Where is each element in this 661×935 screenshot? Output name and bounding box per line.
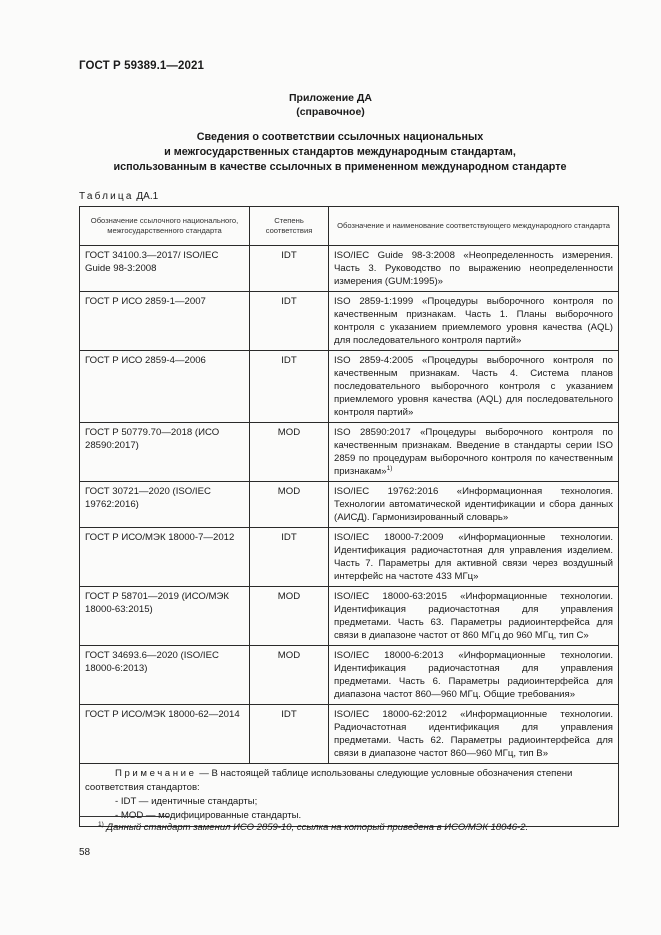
- note-item: - MOD — модифицированные стандарты.: [115, 810, 302, 821]
- header-international-standard: Обозначение и наименование соответствующего международного стандарта: [329, 207, 619, 246]
- cell-international: ISO/IEC 18000-7:2009 «Информационные технологии. Идентификация радиочастотная для управления изделием. Часть 7. Параметры для активной связи через воздушный интерфейс на частоте 433 МГц»: [329, 528, 619, 587]
- footnote: [98, 822, 528, 833]
- cell-standard: ГОСТ 30721—2020 (ISO/IEC 19762:2016): [80, 482, 250, 528]
- table-row: [80, 423, 619, 482]
- table-row: [80, 482, 619, 528]
- table-header-row: [80, 207, 619, 246]
- cell-international: ISO 2859-1:1999 «Процедуры выборочного контроля по качественным признакам. Часть 1. Планы выборочного контроля с указанием приемлемого уровня качества (AQL) для последовательного контроля партий»: [329, 292, 619, 351]
- note-item: - IDT — идентичные стандарты;: [115, 796, 258, 807]
- note-text: — В настоящей таблице использованы следующие условные обозначения степени соответствия стандартов:: [85, 768, 573, 793]
- appendix-heading: [60, 130, 620, 175]
- cell-international: ISO/IEC Guide 98-3:2008 «Неопределенность измерения. Часть 3. Руководство по выражению неопределенности измерения (GUM:1995)»: [329, 246, 619, 292]
- cell-standard: ГОСТ Р ИСО/МЭК 18000-62—2014: [80, 705, 250, 764]
- cell-standard: ГОСТ Р ИСО 2859-4—2006: [80, 351, 250, 423]
- page-number: 58: [79, 847, 91, 858]
- table-row: [80, 705, 619, 764]
- cell-international: ISO/IEC 18000-63:2015 «Информационные технологии. Идентификация радиочастотная для управления предметами. Часть 63. Параметры радиоинтерфейса для связи в диапазоне частот от 860 МГц до 960 МГц, тип С»: [329, 587, 619, 646]
- table-row: [80, 587, 619, 646]
- cell-international: ISO/IEC 18000-62:2012 «Информационные технологии. Радиочастотная идентификация для управления предметами. Часть 62. Параметры радиоинтерфейса для связи в диапазоне частот 860—960 МГц, тип В»: [329, 705, 619, 764]
- cell-international: ISO/IEC 19762:2016 «Информационная технология. Технологии автоматической идентификации и сбора данных (АИСД). Гармонизированный словарь»: [329, 482, 619, 528]
- cell-standard: ГОСТ Р 58701—2019 (ИСО/МЭК 18000-63:2015): [80, 587, 250, 646]
- footnote-divider: [79, 816, 169, 817]
- table-caption: [79, 191, 158, 202]
- cell-degree: IDT: [250, 351, 329, 423]
- cell-standard: ГОСТ Р ИСО/МЭК 18000-7—2012: [80, 528, 250, 587]
- note-label: Примечание: [115, 768, 197, 779]
- table-row: [80, 292, 619, 351]
- table-row: [80, 246, 619, 292]
- table-note: [80, 764, 619, 827]
- table-row: [80, 351, 619, 423]
- cell-international: ISO 2859-4:2005 «Процедуры выборочного контроля по качественным признакам. Часть 4. Система планов последовательного выборочного контроля с указанием приемлемого уровня качества (AQL) для последовательного контроля партий»: [329, 351, 619, 423]
- cell-degree: IDT: [250, 246, 329, 292]
- appendix-title: Приложение ДА: [289, 92, 372, 104]
- cell-degree: IDT: [250, 528, 329, 587]
- cell-international: ISO/IEC 18000-6:2013 «Информационные технологии. Идентификация радиочастотная для управления предметами. Часть 6. Параметры радиоинтерфейса для диапазона частот 860—960 МГц. Общие требования»: [329, 646, 619, 705]
- cell-degree: MOD: [250, 423, 329, 482]
- appendix-heading-line: Сведения о соответствии ссылочных национальных: [196, 131, 484, 143]
- cell-degree: MOD: [250, 482, 329, 528]
- cell-standard: ГОСТ 34693.6—2020 (ISO/IEC 18000-6:2013): [80, 646, 250, 705]
- table-row: [80, 528, 619, 587]
- cell-international: [329, 423, 619, 482]
- cell-degree: MOD: [250, 587, 329, 646]
- footnote-reference[interactable]: 1): [386, 464, 393, 472]
- cell-degree: IDT: [250, 705, 329, 764]
- appendix-heading-line: использованным в качестве ссылочных в примененном международном стандарте: [113, 161, 567, 173]
- table-note-row: [80, 764, 619, 827]
- appendix-heading-line: и межгосударственных стандартов международным стандартам,: [164, 146, 516, 158]
- cell-standard: ГОСТ Р 50779.70—2018 (ИСО 28590:2017): [80, 423, 250, 482]
- cell-international-text: ISO 28590:2017 «Процедуры выборочного контроля по качественным признакам. Введение в стандарты серии ISO 2859 по процедурам выборочного контроля по качественным признакам»: [334, 427, 613, 477]
- cell-standard: ГОСТ Р ИСО 2859-1—2007: [80, 292, 250, 351]
- header-degree: Степень соответствия: [250, 207, 329, 246]
- footnote-text: Данный стандарт заменил ИСО 2859-10, ссылка на который приведена в ИСО/МЭК 18046-2.: [106, 822, 529, 833]
- appendix-subtitle: (справочное): [296, 106, 365, 118]
- table-caption-number: ДА.1: [136, 191, 159, 202]
- table-row: [80, 646, 619, 705]
- cell-degree: MOD: [250, 646, 329, 705]
- document-number-header: ГОСТ Р 59389.1—2021: [79, 60, 204, 72]
- header-national-standard: Обозначение ссылочного национального, межгосударственного стандарта: [80, 207, 250, 246]
- cell-degree: IDT: [250, 292, 329, 351]
- cell-standard: ГОСТ 34100.3—2017/ ISO/IEC Guide 98-3:2008: [80, 246, 250, 292]
- standards-table: [79, 206, 619, 827]
- footnote-marker: 1): [98, 820, 104, 828]
- table-caption-label: Таблица: [79, 191, 134, 202]
